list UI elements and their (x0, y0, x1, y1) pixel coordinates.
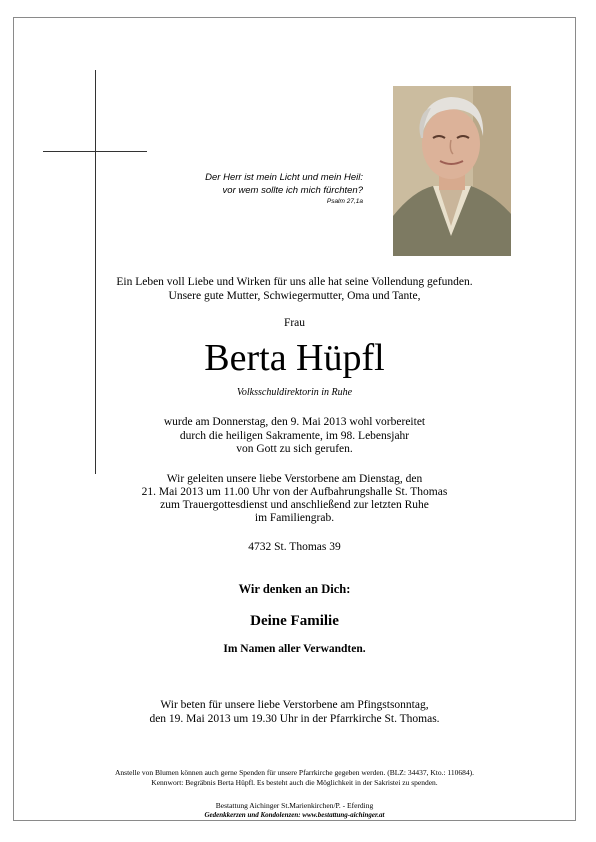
deceased-title: Volksschuldirektorin in Ruhe (236, 387, 353, 398)
quote-source: Psalm 27,1a (326, 198, 363, 205)
family-signature: Deine Familie (250, 613, 339, 629)
donation-line-2: Kennwort: Begräbnis Berta Hüpfl. Es besteht auch die Möglichkeit in der Sakristei zu spenden. (151, 778, 438, 787)
cross-horizontal-bar (43, 151, 147, 152)
death-line-2: durch die heiligen Sakramente, im 98. Lebensjahr (179, 430, 410, 442)
condolences-line: Gedenkkerzen und Kondolenzen: www.bestattung-aichinger.at (204, 811, 385, 819)
funeral-line-1: Wir geleiten unsere liebe Verstorbene am Dienstag, den (166, 473, 423, 485)
quote-line-1: Der Herr ist mein Licht und mein Heil: (205, 172, 363, 183)
relatives-line: Im Namen aller Verwandten. (223, 643, 366, 655)
funeral-line-2: 21. Mai 2013 um 11.00 Uhr von der Aufbahrungshalle St. Thomas (141, 486, 448, 498)
salutation: Frau (283, 317, 306, 329)
remember-heading: Wir denken an Dich: (238, 582, 351, 596)
donation-line-1: Anstelle von Blumen können auch gerne Spenden für unsere Pfarrkirche gegeben werden. (BLZ: 34437, Kto.: 110684). (115, 768, 474, 777)
undertaker-line: Bestattung Aichinger St.Marienkirchen/P. - Eferding (215, 801, 374, 810)
quote-line-2: vor wem sollte ich mich fürchten? (222, 185, 363, 196)
portrait-photo (393, 86, 511, 256)
intro-line-2: Unsere gute Mutter, Schwiegermutter, Oma und Tante, (168, 290, 421, 302)
cross-vertical-bar (95, 70, 96, 474)
death-line-1: wurde am Donnerstag, den 9. Mai 2013 wohl vorbereitet (163, 416, 426, 428)
intro-line-1: Ein Leben voll Liebe und Wirken für uns alle hat seine Vollendung gefunden. (116, 276, 473, 288)
prayer-line-1: Wir beten für unsere liebe Verstorbene am Pfingstsonntag, (160, 699, 429, 711)
prayer-line-2: den 19. Mai 2013 um 19.30 Uhr in der Pfarrkirche St. Thomas. (149, 713, 440, 725)
funeral-line-3: zum Trauergottesdienst und anschließend zur letzten Ruhe (160, 499, 429, 511)
funeral-line-4: im Familiengrab. (254, 512, 335, 524)
address: 4732 St. Thomas 39 (248, 541, 341, 553)
death-line-3: von Gott zu sich gerufen. (236, 443, 353, 455)
deceased-name: Berta Hüpfl (204, 337, 385, 379)
